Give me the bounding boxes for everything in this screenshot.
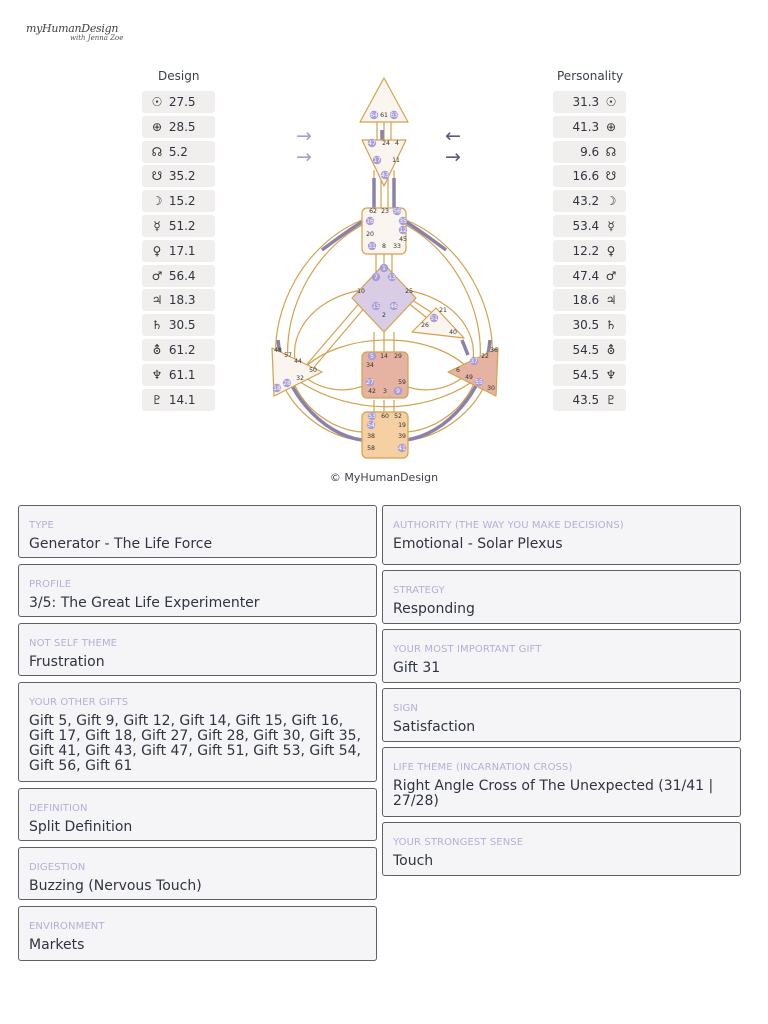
gate-label-50: 50 [309,367,317,374]
gate-label-27: 27 [366,379,374,386]
card-label: YOUR STRONGEST SENSE [393,837,524,848]
personality-activation-row [553,215,626,237]
personality-activations [553,91,626,413]
gate-label-16: 16 [366,218,374,225]
activation-value: 28.5 [168,119,196,134]
card-value: Split Definition [29,819,133,835]
gate-label-64: 64 [370,112,378,119]
gate-label-42: 42 [368,388,376,395]
personality-activation-row [553,165,626,187]
gate-label-60: 60 [381,413,389,420]
gate-label-25: 25 [405,288,413,295]
activation-value: 12.2 [572,243,600,258]
design-activation-row [142,339,215,361]
gate-label-6: 6 [456,367,460,374]
your-strongest-sense-card [382,822,741,876]
gate-label-3: 3 [383,388,387,395]
gate-label-29: 29 [394,353,402,360]
design-activation-row [142,165,215,187]
card-label: LIFE THEME (INCARNATION CROSS) [393,762,573,773]
planet-icon: ⛢ [606,342,616,357]
activation-value: 41.3 [572,119,600,134]
activation-value: 14.1 [168,392,196,407]
planet-icon: ♆ [605,367,617,382]
gate-label-59: 59 [398,379,406,386]
design-activation-row [142,364,215,386]
spleen-center [272,347,322,396]
personality-activation-row [553,141,626,163]
gate-label-36: 36 [490,347,498,354]
card-value: Markets [29,937,85,953]
gate-label-23: 23 [381,208,389,215]
card-label: TYPE [29,520,54,531]
activation-value: 31.3 [572,95,600,109]
personality-top-arrow-icon: ← [445,125,461,147]
activation-value: 18.3 [168,293,196,308]
planet-icon: ☊ [605,144,617,159]
planet-icon: ♄ [605,318,617,333]
planet-icon: ♆ [151,367,163,382]
gate-label-21: 21 [439,307,447,314]
activation-value: 16.6 [572,169,600,184]
gate-label-31: 31 [368,243,376,250]
authority-the-way-you-make-decisions-card [382,505,741,565]
gate-label-26: 26 [421,322,429,329]
card-value: Emotional - Solar Plexus [393,536,563,552]
gate-label-57: 57 [284,352,292,359]
active-channel-throat-left [322,222,362,250]
digestion-card [18,847,377,900]
activation-value: 35.2 [168,169,196,184]
design-activation-row [142,215,215,237]
logo-line1: myHumanDesign [26,22,119,35]
planet-icon: ☉ [605,95,617,109]
card-value: Gift 31 [393,660,441,676]
gate-label-55: 55 [475,379,483,386]
ajna-center [362,139,406,186]
card-value: Generator - The Life Force [29,536,213,552]
head-center [360,78,408,122]
planet-icon: ☊ [151,144,163,159]
gate-label-11: 11 [392,157,400,164]
personality-activation-row [553,314,626,336]
gate-label-35: 35 [399,218,407,225]
strategy-card [382,570,741,624]
gate-label-22: 22 [481,353,489,360]
design-activation-row [142,190,215,212]
card-value: Buzzing (Nervous Touch) [29,878,202,894]
type-card [18,505,377,558]
activation-value: 54.5 [572,367,600,382]
activation-value: 61.2 [168,342,196,357]
personality-activation-row [553,364,626,386]
planet-icon: ☉ [151,95,163,109]
card-label: SIGN [393,703,418,714]
environment-card [18,906,377,961]
your-most-important-gift-card [382,629,741,683]
gate-label-2: 2 [382,312,386,319]
card-label: PROFILE [29,579,72,590]
gate-label-14: 14 [380,353,388,360]
gate-label-61: 61 [380,112,388,119]
gate-label-9: 9 [396,388,400,395]
gate-label-7: 7 [374,274,378,281]
activation-value: 30.5 [168,318,196,333]
gate-label-8: 8 [382,243,386,250]
gate-label-56: 56 [393,208,401,215]
design-activations [142,91,215,413]
not-self-theme-card [18,623,377,676]
gate-label-41: 41 [398,445,406,452]
planet-icon: ♀ [606,243,616,258]
planet-icon: ♂ [605,268,617,283]
planet-icon: ☋ [151,169,163,184]
gate-label-4: 4 [395,140,399,147]
gate-label-30: 30 [487,385,495,392]
life-theme-incarnation-cross-card [382,747,741,817]
gate-label-54: 54 [367,422,375,429]
gate-label-43: 43 [381,172,389,179]
activation-value: 18.6 [572,293,600,308]
gate-label-63: 63 [390,112,398,119]
activation-value: 43.5 [572,392,600,407]
gate-label-53: 53 [368,413,376,420]
gate-label-47: 47 [368,140,376,147]
gate-label-13: 13 [388,274,396,281]
copyright-text: © MyHumanDesign [329,471,439,484]
card-label: STRATEGY [393,585,445,596]
active-channel-37-40 [462,340,468,355]
gate-label-1: 1 [382,265,386,272]
planet-icon: ⊕ [605,119,617,134]
personality-activation-row [553,389,626,411]
planet-icon: ♇ [605,392,617,407]
design-activation-row [142,91,215,113]
design-bottom-arrow-icon: → [296,146,312,168]
planet-icon: ⛢ [152,342,162,357]
gate-label-12: 12 [399,227,407,234]
gate-label-52: 52 [394,413,402,420]
planet-icon: ☿ [607,218,615,233]
your-other-gifts-card [18,682,377,782]
card-label: DEFINITION [29,803,88,814]
design-activation-row [142,141,215,163]
activation-value: 47.4 [572,268,600,283]
card-label: NOT SELF THEME [29,638,118,649]
activation-value: 27.5 [168,95,196,109]
personality-activation-row [553,339,626,361]
gate-label-49: 49 [465,374,473,381]
planet-icon: ♀ [152,243,162,258]
activation-value: 53.4 [572,218,600,233]
personality-activation-row [553,265,626,287]
gate-label-62: 62 [369,208,377,215]
active-channel-sp-root [406,340,490,440]
activation-value: 51.2 [168,218,196,233]
card-value: Right Angle Cross of The Unexpected (31/41 | 27/28) [393,778,714,809]
gate-label-33: 33 [393,243,401,250]
card-label: YOUR MOST IMPORTANT GIFT [393,644,542,655]
personality-activation-row [553,289,626,311]
gate-label-58: 58 [367,445,375,452]
activation-value: 43.2 [572,194,600,209]
activation-value: 56.4 [168,268,196,283]
card-value: 3/5: The Great Life Experimenter [29,595,260,611]
planet-icon: ♂ [151,268,163,283]
design-activation-row [142,389,215,411]
personality-bottom-arrow-icon: → [445,146,461,168]
planet-icon: ⊕ [151,119,163,134]
card-label: AUTHORITY (THE WAY YOU MAKE DECISIONS) [393,520,624,531]
gate-label-37: 37 [470,358,478,365]
design-activation-row [142,116,215,138]
gate-label-32: 32 [296,375,304,382]
planet-icon: ☿ [153,218,161,233]
active-channel-throat-right [406,222,446,250]
design-column-title: Design [158,69,200,83]
gate-label-48: 48 [274,347,282,354]
gate-label-5: 5 [370,353,374,360]
activation-value: 9.6 [580,144,600,159]
definition-card [18,788,377,841]
sign-card [382,688,741,742]
planet-icon: ♄ [151,318,163,333]
design-top-arrow-icon: → [296,125,312,147]
activation-value: 30.5 [572,318,600,333]
personality-column-title: Personality [557,69,624,83]
gate-label-28: 28 [283,380,291,387]
personality-activation-row [553,116,626,138]
planet-icon: ♃ [605,293,617,308]
bodygraph-chart [262,70,506,462]
gate-label-17: 17 [373,157,381,164]
planet-icon: ☽ [605,194,617,209]
planet-icon: ♃ [151,293,163,308]
gate-label-34: 34 [366,362,374,369]
design-activation-row [142,240,215,262]
profile-card [18,564,377,617]
g-center [352,264,416,332]
card-label: ENVIRONMENT [29,921,105,932]
activation-value: 17.1 [168,243,196,258]
activation-value: 61.1 [168,367,196,382]
gate-label-45: 45 [399,236,407,243]
design-activation-row [142,289,215,311]
gate-label-15: 15 [372,303,380,310]
gate-label-46: 46 [390,303,398,310]
activation-value: 54.5 [572,342,600,357]
root-center [362,412,408,458]
card-value: Frustration [29,654,105,670]
gate-label-40: 40 [449,329,457,336]
logo-line2: with Jenna Zoe [70,34,124,42]
gate-label-20: 20 [366,231,374,238]
card-value: Satisfaction [393,719,476,735]
brand-logo [26,22,136,48]
card-value: Touch [393,853,434,869]
design-activation-row [142,265,215,287]
design-activation-row [142,314,215,336]
gate-label-51: 51 [430,315,438,322]
gate-label-39: 39 [398,433,406,440]
throat-center [362,207,407,254]
personality-activation-row [553,240,626,262]
planet-icon: ☋ [605,169,617,184]
gate-label-10: 10 [357,288,365,295]
gate-label-38: 38 [367,433,375,440]
gate-label-19: 19 [398,422,406,429]
activation-value: 5.2 [168,144,188,159]
personality-activation-row [553,91,626,113]
gate-label-24: 24 [382,140,390,147]
channel-arc-left [276,220,362,440]
personality-activation-row [553,190,626,212]
card-value: Gift 5, Gift 9, Gift 12, Gift 14, Gift 15, Gift 16, Gift 17, Gift 18, Gift 27, Gift 28, Gift 30, Gift 35, Gift 41, Gift 43, Gift 47, Gift 51, Gift 53, Gift 54, Gift 56, Gift 61 [29,713,362,774]
gate-label-44: 44 [294,358,302,365]
planet-icon: ♇ [151,392,163,407]
card-value: Responding [393,601,475,617]
gate-label-18: 18 [273,385,281,392]
activation-value: 15.2 [168,194,196,209]
card-label: DIGESTION [29,862,86,873]
card-label: YOUR OTHER GIFTS [29,697,129,708]
sacral-center [362,352,408,398]
planet-icon: ☽ [151,194,163,209]
